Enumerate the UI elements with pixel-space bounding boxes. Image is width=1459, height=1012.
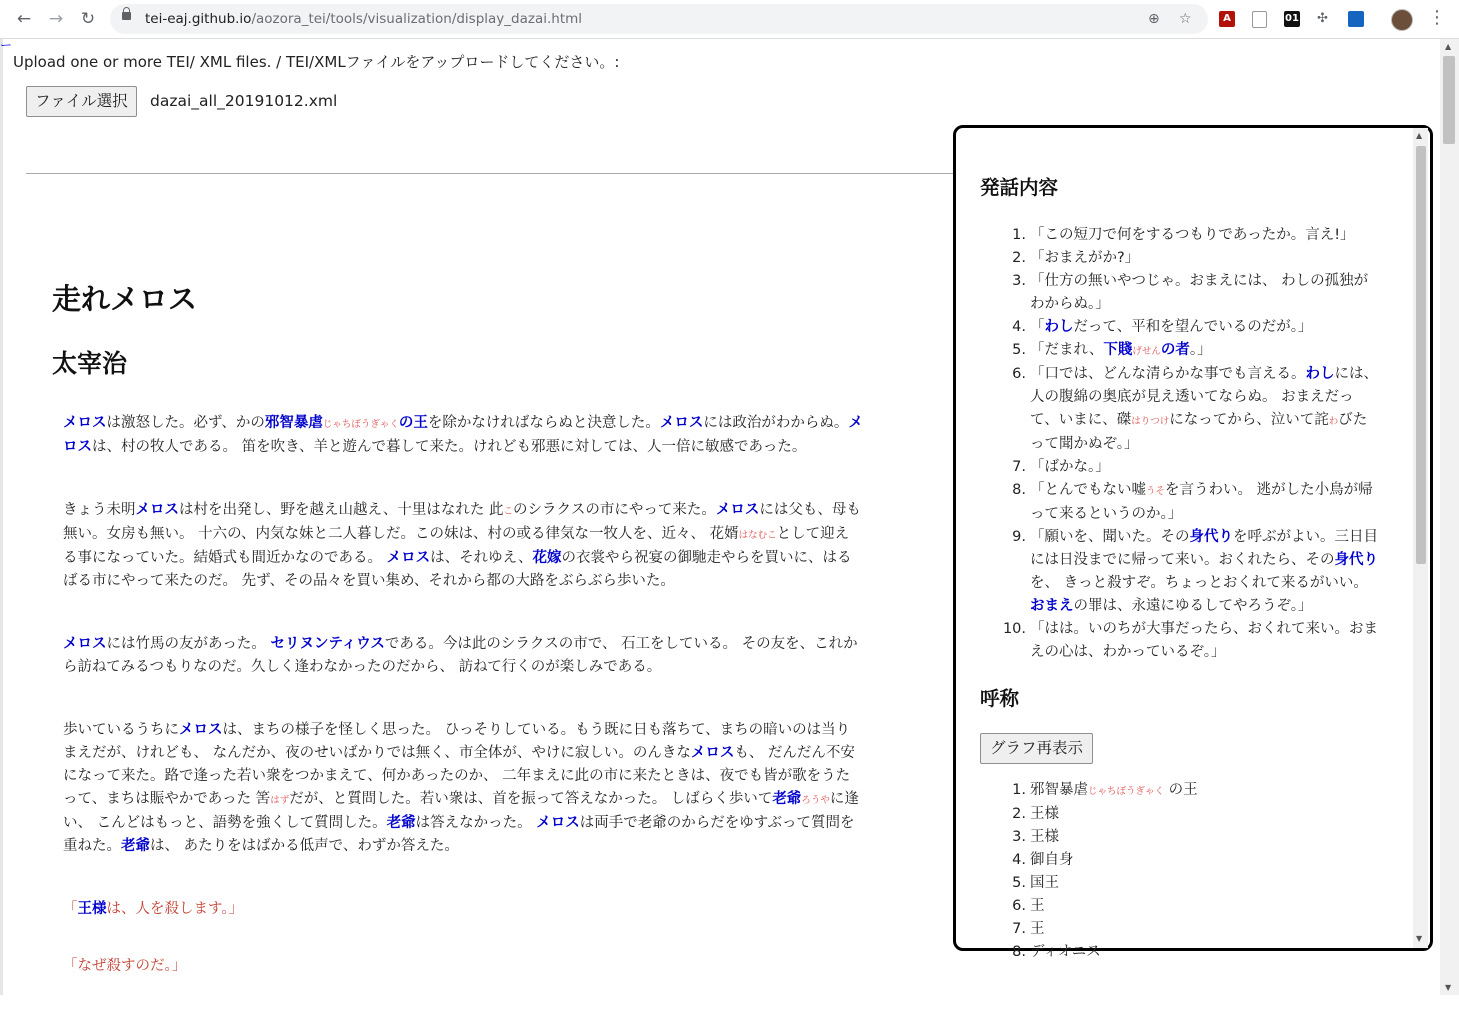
text-run: には竹馬の友があった。: [106, 636, 271, 652]
utterance-item: [980, 526, 1380, 618]
text-run: 「仕方の無いやつじゃ。おまえには、 わしの孤独がわからぬ。」: [1030, 273, 1369, 312]
text-run: のシラクスの市にやって来た。: [513, 502, 716, 518]
list-number: 5.: [1012, 875, 1026, 891]
entity-highlight: の者: [1160, 342, 1190, 358]
text-run: きょう未明: [63, 502, 136, 518]
ruby-reading: はりつけ: [1131, 416, 1170, 427]
text-run: を言うわい。 逃がした小鳥が帰って来るというのか。」: [1030, 482, 1373, 522]
text-run: 「おまえがか?」: [1030, 250, 1140, 266]
text-run: として迎える事になっていた。結婚式も間近かなのである。: [63, 526, 850, 566]
scroll-down-arrow-icon[interactable]: ▼: [1416, 934, 1423, 943]
forward-arrow-icon[interactable]: →: [48, 9, 64, 29]
utterance-item: [980, 316, 1380, 339]
entity-highlight: 老爺: [121, 838, 150, 854]
text-run: 「: [63, 901, 78, 917]
browser-toolbar: [0, 0, 1459, 39]
text-run: には政治がわからぬ。: [703, 415, 849, 431]
speech-line: [63, 955, 863, 978]
appellation-item: [980, 872, 1380, 895]
text-run: 。」: [1189, 342, 1212, 358]
text-run: は激怒した。必ず、かの: [106, 415, 265, 431]
paragraph: [63, 412, 863, 459]
list-number: 4.: [1012, 319, 1026, 335]
text-run: は、 あたりをはばかる低声で、わずか答えた。: [150, 838, 459, 854]
story-text: [63, 412, 863, 1012]
list-number: 8.: [1012, 944, 1026, 960]
text-run: を、 きっと殺すぞ。ちょっとおくれて来るがいい。: [1030, 575, 1368, 591]
ruby-reading: わ: [1328, 416, 1339, 427]
list-number: 7.: [1012, 459, 1026, 475]
appellation-item: [980, 918, 1380, 941]
selected-file-name: dazai_all_20191012.xml: [150, 92, 338, 110]
entity-highlight: 下賤: [1103, 342, 1133, 358]
entity-highlight: の王: [398, 415, 428, 431]
text-run: は、村の牧人である。 笛を吹き、羊と遊んで暮して来た。けれども邪悪に対しては、人一倍に敏感であった。: [92, 439, 807, 455]
work-author: 太宰治: [52, 349, 128, 378]
page-scroll-up-icon[interactable]: ▲: [1445, 42, 1452, 51]
appellation-item: [980, 849, 1380, 872]
list-number: 5.: [1012, 342, 1026, 358]
list-number: 6.: [1012, 898, 1026, 914]
list-number: 2.: [1012, 806, 1026, 822]
page-scroll-down-icon[interactable]: ▼: [1445, 983, 1452, 992]
paragraph: [63, 633, 863, 679]
document-extension-icon[interactable]: [1252, 11, 1267, 28]
text-run: の衣裳やら祝宴の御馳走やらを買いに、はるばる市にやって来たのだ。 先ず、その品々を買い集め、それから都の大路をぶらぶら歩いた。: [63, 550, 852, 589]
entity-highlight: メロス: [63, 415, 107, 431]
paragraph: [63, 499, 863, 593]
text-run: 「はは。いのちが大事だったら、おくれて来い。おまえの心は、わかっているぞ。」: [1030, 621, 1378, 660]
appellation-item: [980, 779, 1380, 803]
text-run: 「この短刀で何をするつもりであったか。言え!」: [1030, 227, 1355, 243]
text-run: は村を出発し、野を越え山越え、十里はなれた 此: [179, 502, 504, 518]
url-text[interactable]: [145, 11, 582, 27]
zoom-icon[interactable]: ⊕: [1148, 11, 1160, 27]
left-edge: [0, 39, 3, 995]
ruby-reading: ろうや: [801, 795, 830, 806]
list-number: 1.: [1012, 227, 1026, 243]
list-number: 1.: [1012, 782, 1026, 798]
pdf-extension-icon[interactable]: A: [1219, 11, 1235, 27]
text-run: 王様: [1030, 829, 1059, 845]
entity-highlight: 花嫁: [532, 550, 562, 566]
browser-menu-icon[interactable]: ⋮: [1428, 7, 1446, 28]
list-number: 3.: [1012, 829, 1026, 845]
analysis-panel[interactable]: [953, 125, 1433, 960]
entity-highlight: おまえ: [1030, 598, 1074, 614]
text-run: に逢い、 こんどはもっと、語勢を強くして質問した。: [63, 791, 859, 831]
blue-extension-icon[interactable]: [1348, 11, 1364, 27]
utterances-heading: 発話内容: [980, 176, 1059, 199]
text-run: を呼ぶがよい。三日目には日没までに帰って来い。おくれたら、その: [1030, 529, 1378, 568]
text-run: 「だまれ、: [1030, 342, 1104, 358]
panel-scroll-thumb[interactable]: [1416, 146, 1426, 564]
appellation-item: [980, 803, 1380, 826]
text-run: になってから、泣いて詫: [1169, 412, 1329, 428]
text-run: の王: [1164, 782, 1198, 798]
bookmark-star-icon[interactable]: ☆: [1179, 11, 1192, 27]
text-run: だって、平和を望んでいるのだが。」: [1073, 319, 1313, 335]
extension-puzzle-icon[interactable]: ✣: [1317, 11, 1328, 26]
ruby-reading: げせん: [1132, 346, 1161, 357]
text-run: 「口では、どんな清らかな事でも言える。: [1030, 366, 1306, 382]
utterances-list: [980, 224, 1380, 664]
choose-file-button[interactable]: ファイル選択: [26, 86, 137, 117]
list-number: 10.: [1002, 621, 1026, 637]
entity-highlight: わし: [1044, 319, 1074, 335]
entity-highlight: 王様: [77, 901, 107, 917]
text-run: だが、と質問した。若い衆は、首を振って答えなかった。 しばらく歩いて: [289, 791, 773, 807]
entity-highlight: メロス: [135, 502, 179, 518]
profile-avatar[interactable]: [1391, 9, 1413, 31]
entity-highlight: メロス: [386, 550, 431, 566]
reload-icon[interactable]: ↻: [80, 9, 96, 29]
text-run: は、人を殺します。」: [106, 901, 244, 917]
text-run: 邪智暴虐: [1030, 782, 1088, 798]
text-run: には父も、母も無い。女房も無い。 十六の、内気な妹と二人暮しだ。この妹は、村の或る律気な一牧人を、近々、 花婿: [63, 502, 861, 542]
appellations-list: [980, 779, 1380, 964]
back-arrow-icon[interactable]: ←: [16, 9, 32, 29]
page-scroll-thumb[interactable]: [1443, 56, 1455, 144]
utterance-item: [980, 339, 1380, 363]
utterance-item: [980, 247, 1380, 270]
ruby-reading: こ: [503, 506, 513, 517]
appellation-item: [980, 895, 1380, 918]
list-number: 3.: [1012, 273, 1026, 289]
list-number: 7.: [1012, 921, 1026, 937]
appellation-item: [980, 826, 1380, 849]
text-run: 「願いを、聞いた。その: [1030, 529, 1190, 545]
utterance-item: [980, 479, 1380, 526]
scroll-up-arrow-icon[interactable]: ▲: [1416, 131, 1423, 140]
entity-highlight: メロス: [536, 815, 580, 831]
entity-highlight: メロス: [715, 502, 760, 518]
entity-highlight: メロス: [690, 745, 735, 761]
text-run: は、それゆえ、: [430, 550, 533, 566]
utterance-item: [980, 270, 1380, 316]
appellation-item: [980, 941, 1380, 964]
text-run: 「とんでもない嘘: [1030, 482, 1146, 498]
text-run: 国王: [1030, 875, 1059, 891]
binary-extension-icon[interactable]: 01: [1284, 11, 1300, 27]
text-run: びたって聞かぬぞ。」: [1030, 412, 1368, 452]
text-run: 「ばかな。」: [1030, 459, 1110, 475]
url-host: tei-eaj.github.io: [145, 11, 252, 27]
list-number: 4.: [1012, 852, 1026, 868]
ruby-reading: はなむこ: [738, 530, 777, 541]
text-run: 王: [1030, 898, 1045, 914]
text-run: を除かなければならぬと決意した。: [427, 415, 660, 431]
text-run: である。今は此のシラクスの市で、 石工をしている。 その友を、これから訪ねてみるつもりなのだ。久しく逢わなかったのだから、 訪ねて行くのが楽しみである。: [63, 636, 858, 675]
entity-highlight: メロス: [63, 636, 107, 652]
entity-highlight: 老爺: [772, 791, 802, 807]
utterance-item: [980, 224, 1380, 247]
utterance-item: [980, 456, 1380, 479]
entity-highlight: メロス: [659, 415, 704, 431]
lock-icon: [122, 12, 131, 21]
ruby-reading: はず: [270, 795, 290, 806]
text-run: は答えなかった。: [415, 815, 537, 831]
entity-highlight: 身代り: [1189, 529, 1233, 545]
entity-highlight: 邪智暴虐: [264, 415, 323, 431]
text-run: も、 だんだん不安になって来た。路で逢った若い衆をつかまえて、何かあったのか、 二年まえに此の市に来たときは、夜でも皆が歌をうたって、まちは賑やかであった 筈: [63, 745, 855, 807]
text-run: には、人の腹綿の奥底が見え透いてならぬ。 おまえだって、いまに、磔: [1030, 366, 1378, 428]
panel-scrollbar[interactable]: [1413, 128, 1428, 948]
entity-highlight: メロス: [63, 415, 863, 455]
entity-highlight: メロス: [179, 722, 223, 738]
paragraph: [63, 719, 863, 858]
list-number: 6.: [1012, 366, 1026, 382]
redraw-graph-button[interactable]: グラフ再表示: [980, 733, 1093, 764]
list-number: 9.: [1012, 529, 1026, 545]
address-bar[interactable]: [110, 4, 1208, 34]
utterance-item: [980, 363, 1380, 456]
text-run: ディオニス: [1030, 944, 1101, 960]
text-run: は、まちの様子を怪しく思った。 ひっそりしている。もう既に日も落ちて、まちの暗いのは当りまえだが、けれども、 なんだか、夜のせいばかりでは無く、市全体が、やけに寂しい。のんきな: [63, 722, 851, 761]
entity-highlight: セリヌンティウス: [270, 636, 385, 652]
entity-highlight: わし: [1305, 366, 1335, 382]
text-run: は両手で老爺のからだをゆすぶって質問を重ねた。: [63, 815, 855, 854]
text-run: 王様: [1030, 806, 1059, 822]
text-run: 王: [1030, 921, 1045, 937]
text-run: 歩いているうちに: [63, 722, 179, 738]
text-run: の罪は、永遠にゆるしてやろうぞ。」: [1073, 598, 1313, 614]
work-title: 走れメロス: [52, 282, 198, 316]
list-number: 8.: [1012, 482, 1026, 498]
speech-line: [63, 898, 863, 921]
text-run: 「: [1030, 319, 1045, 335]
ruby-reading: うそ: [1146, 486, 1166, 497]
ruby-reading: じゃちぼうぎゃく: [1088, 786, 1165, 797]
page-scrollbar[interactable]: [1440, 39, 1459, 995]
upload-label: Upload one or more TEI/ XML files. / TEI/XMLファイルをアップロードしてください。:: [13, 53, 620, 71]
appellations-heading: 呼称: [980, 687, 1020, 710]
text-run: 御自身: [1030, 852, 1074, 868]
url-path: /aozora_tei/tools/visualization/display_dazai.html: [251, 11, 583, 27]
edge-link-fragment: ー: [0, 38, 13, 52]
text-run: 「なぜ殺すのだ。」: [63, 958, 187, 974]
ruby-reading: じゃちぼうぎゃく: [322, 419, 399, 430]
list-number: 2.: [1012, 250, 1026, 266]
entity-highlight: 老爺: [386, 815, 416, 831]
entity-highlight: 身代り: [1334, 552, 1378, 568]
utterance-item: [980, 618, 1380, 664]
